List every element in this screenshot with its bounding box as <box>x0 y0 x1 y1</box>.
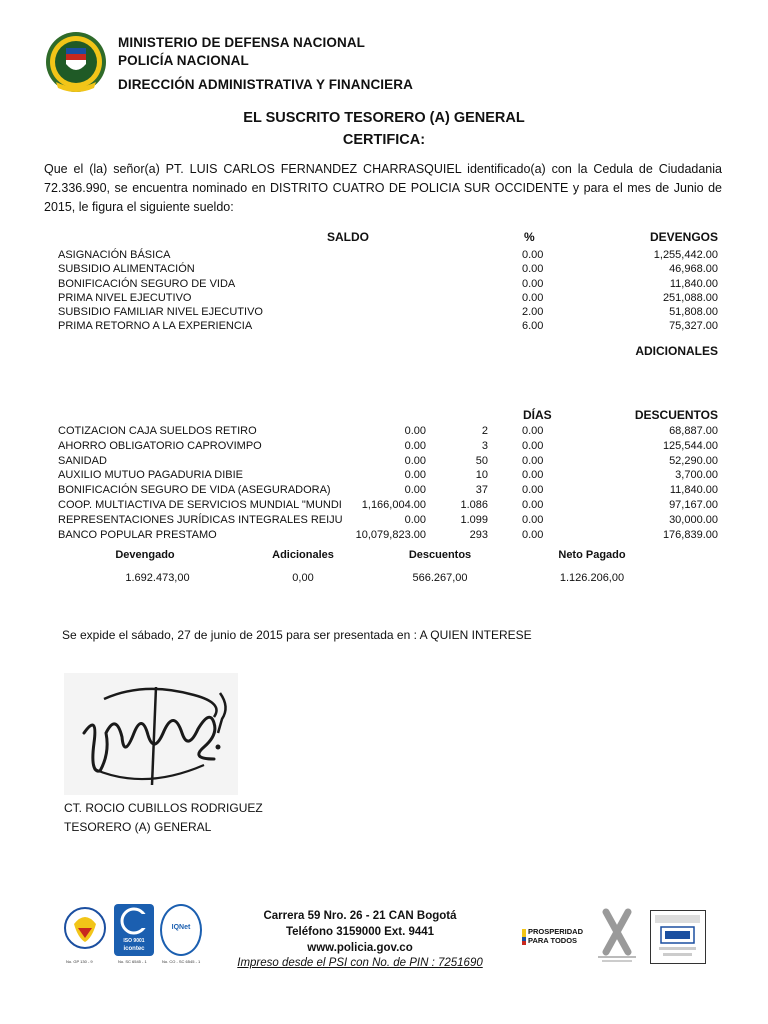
document-subtitle: CERTIFICA: <box>342 132 426 148</box>
descuento-pct: 0.00 <box>522 528 544 541</box>
prosperidad-logo <box>522 926 586 948</box>
descuento-pct: 0.00 <box>522 513 544 526</box>
devengo-value: 11,840.00 <box>669 277 718 290</box>
descuento-value: 97,167.00 <box>669 498 718 511</box>
iso-label: ISO 9001 <box>123 938 145 944</box>
total-value-neto: 1.126.206,00 <box>559 572 625 584</box>
devengo-row <box>58 277 720 291</box>
descuentos-table <box>58 424 720 542</box>
footer-pin: Impreso desde el PSI con No. de PIN : 7251690 <box>237 957 483 969</box>
devengo-row <box>58 248 720 262</box>
descuento-pct: 0.00 <box>522 425 544 437</box>
devengo-concept: SUBSIDIO FAMILIAR NIVEL EJECUTIVO <box>58 306 263 319</box>
total-label-adicionales: Adicionales <box>272 549 334 561</box>
descuento-concept: BONIFICACIÓN SEGURO DE VIDA (ASEGURADORA) <box>58 484 331 497</box>
descuento-saldo: 0.00 <box>404 439 426 452</box>
icontec-label: icontec <box>123 946 145 952</box>
descuento-pct: 0.00 <box>522 498 544 511</box>
icontec-logo-icon <box>114 904 154 956</box>
footer-website[interactable]: www.policia.gov.co <box>307 942 413 954</box>
devengo-value: 251,088.00 <box>662 291 718 304</box>
descuento-saldo: 0.00 <box>404 513 426 526</box>
devengo-concept: PRIMA RETORNO A LA EXPERIENCIA <box>58 320 253 333</box>
total-value-descuentos: 566.267,00 <box>412 572 468 584</box>
totals-block <box>100 549 660 589</box>
descuento-pct: 0.00 <box>522 439 544 452</box>
devengo-concept: BONIFICACIÓN SEGURO DE VIDA <box>58 277 236 290</box>
descuento-row <box>58 454 720 469</box>
police-emblem-icon <box>44 30 108 94</box>
descuento-value: 68,887.00 <box>669 425 718 437</box>
descuento-cuotas: 3 <box>481 439 488 452</box>
descuento-row <box>58 528 720 543</box>
descuento-pct: 0.00 <box>522 454 544 467</box>
signature-image <box>64 673 238 795</box>
devengos-header: DEVENGOS <box>649 230 718 244</box>
descuento-value: 52,290.00 <box>669 454 718 467</box>
descuento-concept: SANIDAD <box>58 454 107 467</box>
devengo-pct: 2.00 <box>522 306 544 319</box>
cert-co-label: No. CO - SC 6545 - 1 <box>162 959 201 964</box>
iqnet-logo-icon <box>160 904 202 956</box>
descuento-saldo: 0.00 <box>404 425 426 437</box>
descuento-cuotas: 50 <box>475 454 488 467</box>
total-label-neto: Neto Pagado <box>558 549 626 561</box>
descuento-value: 125,544.00 <box>662 439 718 452</box>
devengo-value: 75,327.00 <box>669 320 718 333</box>
pct-header: % <box>524 230 535 244</box>
descuento-row <box>58 468 720 483</box>
ministry-x-logo-icon <box>592 908 642 964</box>
descuento-cuotas: 2 <box>481 425 488 437</box>
descuento-cuotas: 10 <box>475 469 488 482</box>
dias-header: DÍAS <box>523 408 552 422</box>
total-value-adicionales: 0,00 <box>292 572 314 584</box>
signer-name: CT. ROCIO CUBILLOS RODRIGUEZ <box>64 801 263 815</box>
descuento-concept: BANCO POPULAR PRESTAMO <box>58 528 217 541</box>
descuento-value: 176,839.00 <box>662 528 718 541</box>
devengo-row <box>58 262 720 276</box>
descuento-concept: AHORRO OBLIGATORIO CAPROVIMPO <box>58 439 262 452</box>
footer-phone: Teléfono 3159000 Ext. 9441 <box>285 926 435 938</box>
descuento-saldo: 1,166,004.00 <box>361 498 426 511</box>
descuento-value: 30,000.00 <box>669 513 718 526</box>
expedition-text: Se expide el sábado, 27 de junio de 2015 para ser presentada en : A QUIEN INTERESE <box>62 628 532 642</box>
descuento-concept: COTIZACION CAJA SUELDOS RETIRO <box>58 425 257 437</box>
devengo-concept: PRIMA NIVEL EJECUTIVO <box>58 291 192 304</box>
total-label-descuentos: Descuentos <box>408 549 472 561</box>
descuento-concept: AUXILIO MUTUO PAGADURIA DIBIE <box>58 469 243 482</box>
devengos-table <box>58 248 720 334</box>
descuento-saldo: 0.00 <box>404 484 426 497</box>
descuento-saldo: 0.00 <box>404 469 426 482</box>
devengo-pct: 0.00 <box>522 291 544 304</box>
cert-sc-label: No. SC 6545 - 1 <box>118 959 147 964</box>
descuentos-header: DESCUENTOS <box>634 408 718 422</box>
devengo-value: 1,255,442.00 <box>653 249 718 261</box>
signer-role: TESORERO (A) GENERAL <box>64 820 212 834</box>
descuento-row <box>58 498 720 513</box>
iqnet-label: IQNet <box>171 924 191 931</box>
descuento-cuotas: 293 <box>469 528 488 541</box>
devengo-row <box>58 305 720 319</box>
descuento-row <box>58 424 720 439</box>
certification-logos <box>62 904 204 966</box>
intro-paragraph: Que el (la) señor(a) PT. LUIS CARLOS FERNANDEZ CHARRASQUIEL identificado(a) con la Cedula de Ciudadania 72.336.990, se encuentra nominado en DISTRITO CUATRO DE POLICIA SUR OCCIDENTE y para el mes de Junio de 2015, le figura el siguiente sueldo: <box>44 162 722 214</box>
devengo-concept: SUBSIDIO ALIMENTACIÓN <box>58 263 195 276</box>
total-label-devengado: Devengado <box>115 549 175 561</box>
descuento-pct: 0.00 <box>522 469 544 482</box>
devengo-pct: 6.00 <box>522 320 544 333</box>
descuento-cuotas: 37 <box>475 484 488 497</box>
adicionales-header: ADICIONALES <box>635 344 718 358</box>
descuento-concept: COOP. MULTIACTIVA DE SERVICIOS MUNDIAL "MUNDI <box>58 498 342 511</box>
saldo-header: SALDO <box>327 230 369 244</box>
descuento-pct: 0.00 <box>522 484 544 497</box>
devengo-value: 51,808.00 <box>669 306 718 319</box>
descuento-saldo: 0.00 <box>404 454 426 467</box>
devengo-pct: 0.00 <box>522 249 544 261</box>
cert-gp-label: No. GP 130 - 9 <box>66 959 93 964</box>
devengo-row <box>58 291 720 305</box>
footer-address: Carrera 59 Nro. 26 - 21 CAN Bogotá <box>263 910 457 922</box>
devengo-pct: 0.00 <box>522 263 544 276</box>
descuento-value: 3,700.00 <box>675 469 718 482</box>
devengo-value: 46,968.00 <box>669 263 718 276</box>
gp-certification-icon <box>62 904 108 956</box>
descuento-cuotas: 1.099 <box>460 513 488 526</box>
descuento-row <box>58 439 720 454</box>
descuento-cuotas: 1.086 <box>460 498 488 511</box>
ministry-name: MINISTERIO DE DEFENSA NACIONAL <box>118 35 366 50</box>
prosperidad-label: PROSPERIDAD PARA TODOS <box>528 927 584 945</box>
descuento-saldo: 10,079,823.00 <box>355 528 426 541</box>
descuento-value: 11,840.00 <box>669 484 718 497</box>
total-value-devengado: 1.692.473,00 <box>125 572 190 584</box>
department-name: DIRECCIÓN ADMINISTRATIVA Y FINANCIERA <box>118 77 413 92</box>
document-title: EL SUSCRITO TESORERO (A) GENERAL <box>243 110 525 126</box>
award-certificate-icon <box>650 910 706 964</box>
descuento-concept: REPRESENTACIONES JURÍDICAS INTEGRALES REIJU <box>58 513 343 526</box>
devengo-row <box>58 319 720 333</box>
descuento-row <box>58 483 720 498</box>
devengo-concept: ASIGNACIÓN BÁSICA <box>58 249 171 261</box>
devengo-pct: 0.00 <box>522 277 544 290</box>
police-name: POLICÍA NACIONAL <box>118 53 249 68</box>
descuento-row <box>58 513 720 528</box>
